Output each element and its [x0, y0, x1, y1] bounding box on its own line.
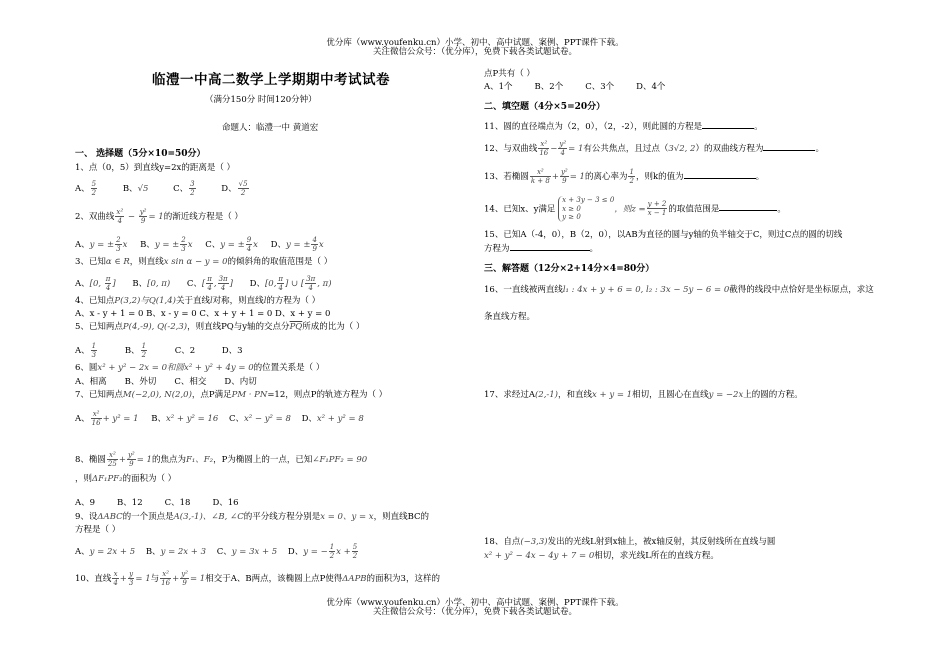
- paper-subtitle: （满分150分 时间120分钟）: [205, 95, 317, 105]
- question-18-continued: x² + y² − 4x − 4y + 7 = 0相切，求光线L所在的直线方程。: [484, 551, 719, 561]
- question-16: 16、一直线被两直线l₁ : 4x + y + 6 = 0, l₂ : 3x − 5y − 6 = 0截得的线段中点恰好是坐标原点，求这: [484, 285, 874, 295]
- question-13: 13、若椭圆 $\frac{\text{x²}}{k + 8}$ + $\frac{\text{y²}}{9}$ = 1的离心率为 $\frac{1}{2}$ ，则k的值为 。: [484, 168, 765, 185]
- question-6-options: A、相离 B、外切 C、相交 D、内切: [75, 377, 257, 387]
- question-14: 14、已知x、y满足 x + 3y − 3 ≤ 0 x ≥ 0 y ≥ 0 ，则z = $\frac{y + 2}{x - 1}$ 的取值范围是 。: [484, 196, 786, 221]
- answer-blank-14: [719, 210, 777, 211]
- question-8: 8、椭圆 $\frac{\text{x²}}{25}$ + $\frac{\text{y²}}{9}$ = 1的焦点为F₁、F₂，P为椭圆上的一点，已知∠F₁PF₂ = 90: [75, 451, 368, 468]
- question-11: 11、圆的直径端点为（2，0），（2，-2），则此圆的方程是 。: [484, 122, 763, 132]
- footer-line-1: 优分库（www.youfenku.cn）小学、初中、高中试题、案例、PPT课件下载。: [326, 598, 624, 608]
- section-1-heading: 一、 选择题（5分×10=50分）: [75, 149, 206, 159]
- question-10-options: A、1个 B、2个 C、3个 D、4个: [484, 82, 666, 92]
- question-15: 15、已知A（-4，0），B（2，0），以AB为直径的圆与y轴的负半轴交于C，则过C点的圆的切线: [484, 230, 843, 240]
- question-10: 10、直线 $\frac{x}{4}$ + $\frac{y}{3}$ = 1与 $\frac{\text{x²}}{16}$ + $\frac{\text{y²}}{9}$ = 1相交于A、B两点，该椭圆上点P使得ΔAPB的面积为3，这样的: [75, 570, 440, 587]
- question-2-options: A、y = ± $\frac{2}{3}$ x B、y = ± $\frac{2}{3}$ x C、y = ± $\frac{9}{4}$ x D、y = ± $\frac{4}{9}$ x: [75, 236, 324, 253]
- question-9-continued: 方程是（ ）: [75, 525, 121, 535]
- header-line-2: 关注微信公众号：（优分库），免费下载各类试题试卷。: [372, 47, 577, 57]
- paper-author: 命题人：临澧一中 黄道宏: [222, 123, 319, 133]
- question-15-continued: 方程为 。: [484, 244, 599, 254]
- question-3-options: A、[0, $\frac{\pi}{4}$ ] B、[0, π) C、[ $\frac{\pi}{4}$ , $\frac{3\pi}{4}$ ] D、[0, $\frac{\pi}{4}$ ] ∪ [ $\frac{3\pi}{4}$ , π): [75, 275, 332, 292]
- inequality-system: x + 3y − 3 ≤ 0 x ≥ 0 y ≥ 0: [558, 196, 614, 222]
- question-7-options: A、 $\frac{\text{x²}}{16}$ + y² = 1 B、x² + y² = 16 C、x² − y² = 8 D、x² + y² = 8: [75, 410, 364, 427]
- question-6: 6、圆x² + y² − 2x = 0和圆x² + y² + 4y = 0的位置关系是（ ）: [75, 363, 325, 373]
- question-12: 12、与双曲线 $\frac{\text{x²}}{16}$ − $\frac{\text{y²}}{4}$ = 1有公共焦点，且过点（3√2, 2）的双曲线方程为 。: [484, 140, 824, 157]
- question-1-options: A、 $\frac{5}{2}$ B、√5 C、 $\frac{3}{2}$ D、 $\frac{√5}{2}$: [75, 180, 248, 197]
- answer-blank-13: [684, 178, 756, 179]
- question-18: 18、自点(−3,3)发出的光线L射到x轴上，被x轴反射，其反射线所在直线与圆: [484, 537, 776, 547]
- question-17: 17、求经过A(2,-1)，和直线x + y = 1相切，且圆心在直线y = −2x上的圆的方程。: [484, 390, 803, 400]
- question-5-options: A、 $\frac{1}{3}$ B、 $\frac{1}{2}$ C、2 D、3: [75, 342, 243, 359]
- footer-line-2: 关注微信公众号：（优分库），免费下载各类试题试卷。: [372, 607, 577, 617]
- answer-blank-15: [510, 250, 590, 251]
- answer-blank-11: [702, 128, 754, 129]
- question-7: 7、已知两点M(−2,0), N(2,0)，点P满足PM · PN=12，则点P的轨迹方程为（ ）: [75, 390, 388, 400]
- section-3-heading: 三、解答题（12分×2+14分×4=80分）: [484, 264, 655, 274]
- question-16-continued: 条直线方程。: [484, 312, 536, 322]
- question-2: 2、双曲线 $\frac{\text{x²}}{4}$ − $\frac{\text{y²}}{9}$ = 1的渐近线方程是（ ）: [75, 208, 243, 225]
- section-2-heading: 二、填空题（4分×5=20分）: [484, 102, 606, 112]
- paper-title: 临澧一中高二数学上学期期中考试试卷: [152, 72, 390, 88]
- question-8-continued: ，则ΔF₁PF₂的面积为（ ）: [75, 474, 177, 484]
- question-3: 3、已知α ∈ R，则直线x sin α − y = 0的倾斜角的取值范围是（ ）: [75, 257, 333, 267]
- question-4-options: A、x - y + 1 = 0 B、x - y = 0 C、x + y + 1 = 0 D、x + y = 0: [75, 309, 331, 319]
- question-1: 1、点（0，5）到直线y=2x的距离是（ ）: [75, 163, 236, 173]
- question-5: 5、已知两点P(4,-9), Q(-2,3)，则直线PQ与y轴的交点分$\overline{PQ}$所成的比为（ ）: [75, 322, 365, 332]
- question-8-options: A、9 B、12 C、18 D、16: [75, 498, 239, 508]
- question-10-continued: 点P共有（ ）: [484, 69, 535, 79]
- question-9: 9、设ΔABC的一个顶点是A(3,-1)、∠B, ∠C的平分线方程分别是x = 0、y = x，则直线BC的: [75, 512, 430, 522]
- question-9-options: A、y = 2x + 5 B、y = 2x + 3 C、y = 3x + 5 D、y = − $\frac{1}{2}$ x + $\frac{5}{2}$: [75, 543, 358, 560]
- question-4: 4、已知点P(3,2)与Q(1,4)关于直线l对称，则直线l的方程为（ ）: [75, 296, 321, 306]
- header-line-1: 优分库（www.youfenku.cn）小学、初中、高中试题、案例、PPT课件下载。: [326, 38, 624, 48]
- answer-blank-12: [763, 150, 815, 151]
